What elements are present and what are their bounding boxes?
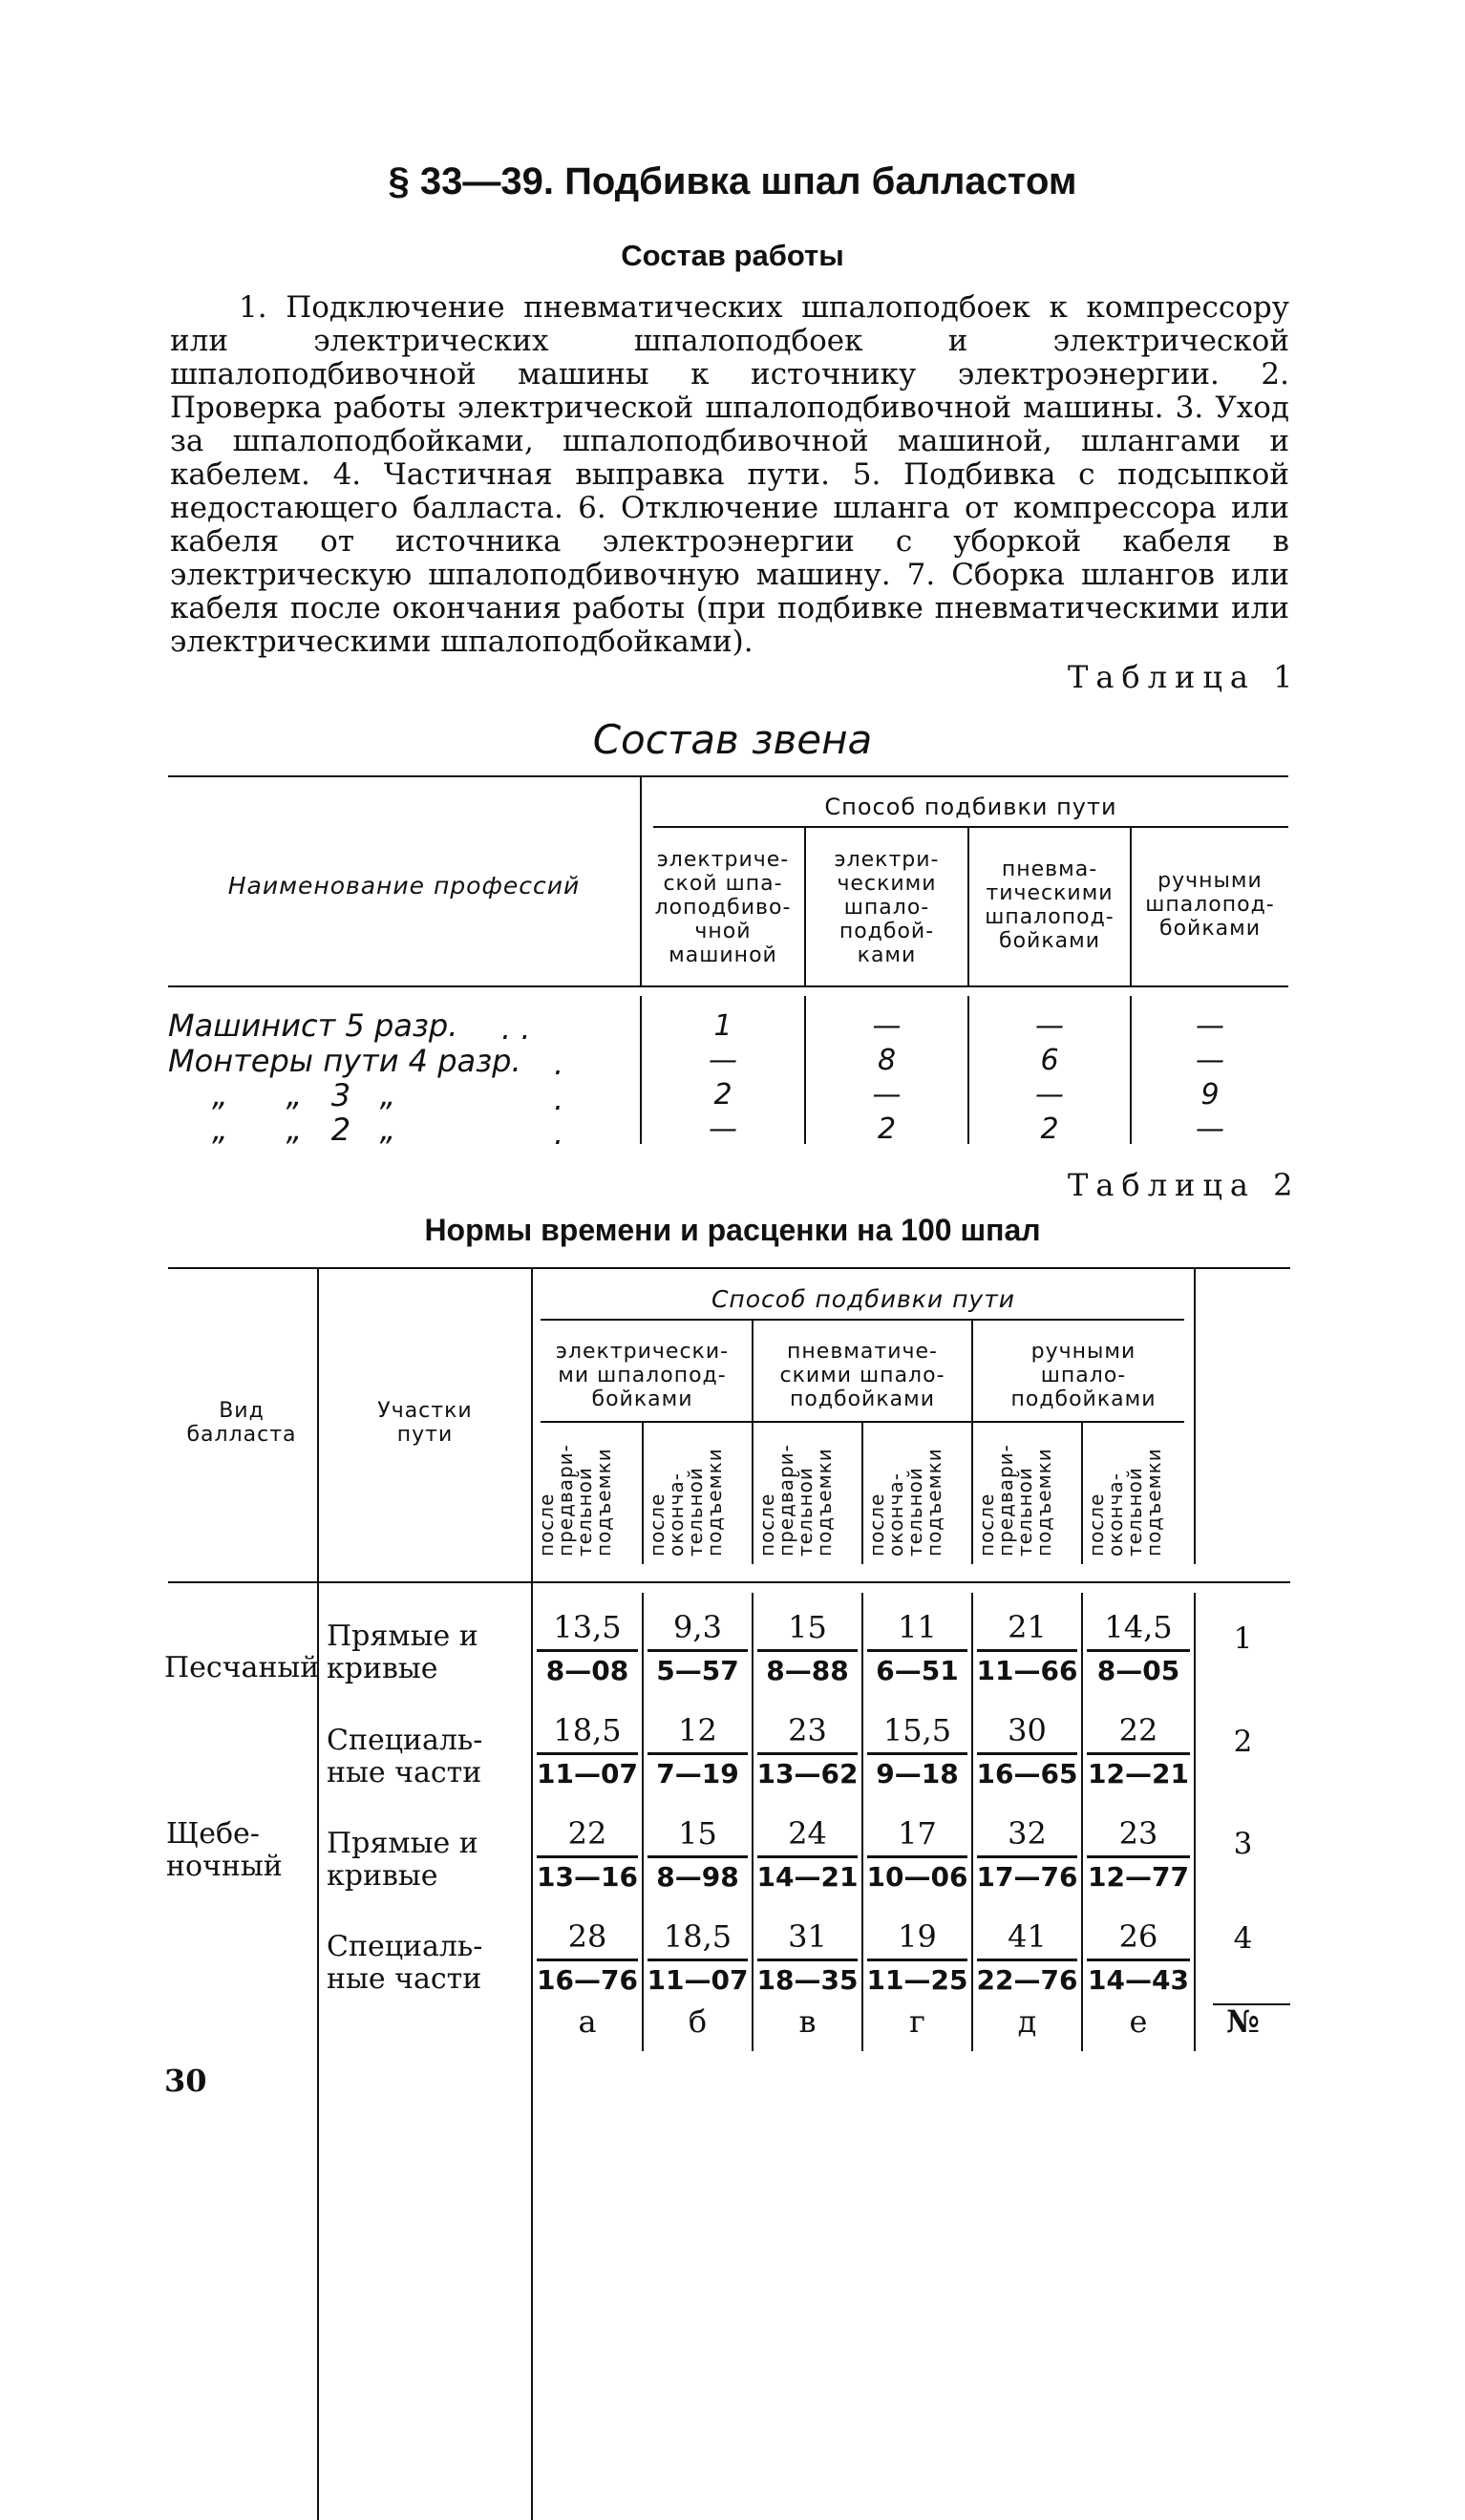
table1-cell: 9 <box>1200 1078 1220 1112</box>
table2-sub-pre: после предвари- тельной подъемки <box>755 1444 836 1556</box>
fraction-bar <box>1087 1855 1190 1858</box>
table1-row-dots: . . <box>501 1010 531 1047</box>
norm-value: 41 <box>1008 1918 1047 1955</box>
table2-caption: Таблица 2 <box>1068 1167 1301 1203</box>
rate-value: 18—35 <box>756 1964 859 1996</box>
fraction-bar <box>867 1855 967 1858</box>
num-header: № <box>1226 2003 1260 2040</box>
col-letter: в <box>798 2003 817 2040</box>
rate-value: 17—76 <box>976 1861 1078 1893</box>
section-label: Прямые и кривые <box>327 1827 478 1893</box>
table1-cell: — <box>1196 1112 1224 1146</box>
table2-group-pneumatic: пневматиче- скими шпало- подбойками <box>779 1340 945 1411</box>
table1-caption: Таблица 1 <box>1068 659 1301 695</box>
norm-value: 23 <box>788 1712 827 1748</box>
row-number: 4 <box>1233 1921 1253 1956</box>
table1-cell: — <box>709 1112 737 1146</box>
table1-cell: — <box>1196 1009 1224 1043</box>
norm-value: 12 <box>678 1712 717 1748</box>
fraction-bar <box>648 1959 748 1961</box>
section-label: Специаль- ные части <box>327 1724 483 1789</box>
fraction-bar <box>1087 1959 1190 1961</box>
table1-row-name: „ „ 3 „ <box>212 1077 396 1113</box>
fraction-bar <box>977 1649 1077 1652</box>
table1-cell: — <box>1035 1009 1064 1043</box>
table1-heading: Состав звена <box>592 716 873 763</box>
table2-col-ballast: Вид балласта <box>186 1399 297 1447</box>
fraction-bar <box>537 1855 638 1858</box>
rate-value: 16—65 <box>976 1758 1078 1789</box>
fraction-bar <box>757 1855 858 1858</box>
table1-cell: — <box>1196 1044 1224 1077</box>
section-title: § 33—39. Подбивка шпал балластом <box>388 160 1077 202</box>
norm-value: 23 <box>1118 1815 1158 1852</box>
fraction-bar <box>648 1752 748 1755</box>
col-letter: б <box>688 2003 708 2040</box>
rate-value: 8—05 <box>1096 1655 1180 1686</box>
col-letter: д <box>1017 2003 1037 2040</box>
table1-row-dots: . <box>554 1081 564 1117</box>
fraction-bar <box>867 1752 967 1755</box>
fraction-bar <box>1087 1649 1190 1652</box>
fraction-bar <box>537 1649 638 1652</box>
norm-value: 18,5 <box>663 1918 732 1955</box>
row-number: 3 <box>1233 1827 1253 1861</box>
table2-heading: Нормы времени и расценки на 100 шпал <box>424 1213 1041 1247</box>
rate-value: 8—08 <box>545 1655 629 1686</box>
table1-cell: 2 <box>1040 1112 1059 1146</box>
norm-value: 15,5 <box>882 1712 952 1748</box>
page-number: 30 <box>164 2063 207 2099</box>
table1-cell: 8 <box>877 1044 897 1077</box>
fraction-bar <box>648 1855 748 1858</box>
ballast-gravel: Щебе- ночный <box>166 1817 283 1883</box>
norm-value: 11 <box>898 1609 937 1645</box>
rate-value: 11—25 <box>866 1964 968 1996</box>
rate-value: 16—76 <box>537 1964 638 1996</box>
norm-value: 31 <box>788 1918 827 1955</box>
table1-row-name: Монтеры пути 4 разр. <box>168 1043 521 1079</box>
norm-value: 21 <box>1008 1609 1047 1645</box>
rate-value: 14—21 <box>756 1861 859 1893</box>
rate-value: 11—07 <box>537 1758 638 1789</box>
work-heading: Состав работы <box>621 239 844 272</box>
ballast-sand: Песчаный <box>164 1651 320 1684</box>
norm-value: 22 <box>567 1815 607 1852</box>
fraction-bar <box>757 1959 858 1961</box>
table1-cell: — <box>1035 1078 1064 1112</box>
fraction-bar <box>648 1649 748 1652</box>
table1-row-name: „ „ 2 „ <box>212 1112 396 1148</box>
table1-cell: 6 <box>1040 1044 1059 1077</box>
table1-cell: — <box>872 1078 902 1112</box>
table1-cell: 2 <box>713 1078 732 1112</box>
rate-value: 11—07 <box>647 1964 749 1996</box>
col-letter: г <box>909 2003 925 2040</box>
table1-cell: — <box>709 1044 737 1077</box>
norm-value: 19 <box>898 1918 937 1955</box>
fraction-bar <box>537 1959 638 1961</box>
rate-value: 13—16 <box>537 1861 638 1893</box>
fraction-bar <box>867 1649 967 1652</box>
table1-col-profession: Наименование профессий <box>227 872 581 900</box>
rate-value: 9—18 <box>876 1758 959 1789</box>
table1-cell: 2 <box>877 1112 897 1146</box>
table1-col-electric-tampers: электри- ческими шпало- подбой- ками <box>834 848 940 967</box>
table2-sub-final: после оконча- тельной подъемки <box>646 1448 726 1556</box>
col-letter: а <box>578 2003 597 2040</box>
table1-col-manual-tampers: ручными шпалопод- бойками <box>1145 869 1275 941</box>
col-letter: е <box>1129 2003 1148 2040</box>
norm-value: 15 <box>678 1815 717 1852</box>
norm-value: 14,5 <box>1104 1609 1173 1645</box>
norm-value: 30 <box>1008 1712 1047 1748</box>
rate-value: 14—43 <box>1088 1964 1189 1996</box>
rate-value: 12—77 <box>1088 1861 1189 1893</box>
norm-value: 28 <box>567 1918 607 1955</box>
norm-value: 13,5 <box>553 1609 622 1645</box>
table2-sub-final: после оконча- тельной подъемки <box>865 1448 945 1556</box>
rate-value: 13—62 <box>756 1758 859 1789</box>
table1-row-dots: . <box>554 1115 564 1152</box>
table2-sub-final: после оконча- тельной подъемки <box>1085 1448 1165 1556</box>
fraction-bar <box>977 1959 1077 1961</box>
table2-col-section: Участки пути <box>377 1399 473 1447</box>
fraction-bar <box>1087 1752 1190 1755</box>
norm-value: 26 <box>1118 1918 1158 1955</box>
rate-value: 22—76 <box>976 1964 1078 1996</box>
table1-group-header: Способ подбивки пути <box>824 794 1117 820</box>
row-number: 2 <box>1233 1725 1253 1759</box>
rate-value: 12—21 <box>1088 1758 1189 1789</box>
fraction-bar <box>867 1959 967 1961</box>
norm-value: 17 <box>898 1815 937 1852</box>
fraction-bar <box>537 1752 638 1755</box>
work-description: 1. Подключение пневматических шпалоподбоек к компрессору или электрических шпалоподбоек и электрической шпалоподбивочной машины к источнику электроэнергии. 2. Проверка работы электрической шпалоподбивочной машины. 3. Уход за шпалоподбойками, шпалоподбивочной машиной, шлангами и кабелем. 4. Частичная выправка пути. 5. Подбивка с подсыпкой недостающего балласта. 6. Отключение шланга от компрессора или кабеля от источника электроэнергии с уборкой кабеля в электрическую шпалоподбивочную машину. 7. Сборка шлангов или кабеля после окончания работы (при подбивке пневматическими или электрическими шпалоподбойками). <box>170 290 1289 659</box>
table1-cell: — <box>872 1009 902 1043</box>
fraction-bar <box>757 1649 858 1652</box>
norm-value: 18,5 <box>553 1712 622 1748</box>
fraction-bar <box>757 1752 858 1755</box>
rate-value: 11—66 <box>976 1655 1078 1686</box>
fraction-bar <box>977 1855 1077 1858</box>
table2-group-header: Способ подбивки пути <box>711 1285 1016 1313</box>
table1-col-pneumatic-tampers: пневма- тическими шпалопод- бойками <box>985 858 1115 953</box>
rate-value: 8—88 <box>766 1655 849 1686</box>
table1-row-dots: . <box>554 1046 564 1082</box>
table1-cell: 1 <box>713 1009 732 1043</box>
table2-group-manual: ручными шпало- подбойками <box>1010 1340 1157 1411</box>
rate-value: 6—51 <box>876 1655 959 1686</box>
rate-value: 10—06 <box>866 1861 968 1893</box>
table2-sub-pre: после предвари- тельной подъемки <box>535 1444 615 1556</box>
table2-group-electric: электрически- ми шпалопод- бойками <box>555 1340 730 1411</box>
table2-sub-pre: после предвари- тельной подъемки <box>975 1444 1055 1556</box>
section-label: Прямые и кривые <box>327 1620 478 1685</box>
rate-value: 7—19 <box>656 1758 739 1789</box>
rate-value: 5—57 <box>656 1655 739 1686</box>
norm-value: 15 <box>788 1609 827 1645</box>
table1-col-electric-machine: электриче- ской шпа- лоподбиво- чной машиной <box>654 848 792 967</box>
rate-value: 8—98 <box>656 1861 739 1893</box>
table1-row-name: Машинист 5 разр. <box>168 1007 458 1044</box>
row-number: 1 <box>1233 1621 1253 1656</box>
norm-value: 24 <box>788 1815 827 1852</box>
norm-value: 22 <box>1118 1712 1158 1748</box>
fraction-bar <box>977 1752 1077 1755</box>
norm-value: 32 <box>1008 1815 1047 1852</box>
section-label: Специаль- ные части <box>327 1930 483 1996</box>
norm-value: 9,3 <box>673 1609 722 1645</box>
